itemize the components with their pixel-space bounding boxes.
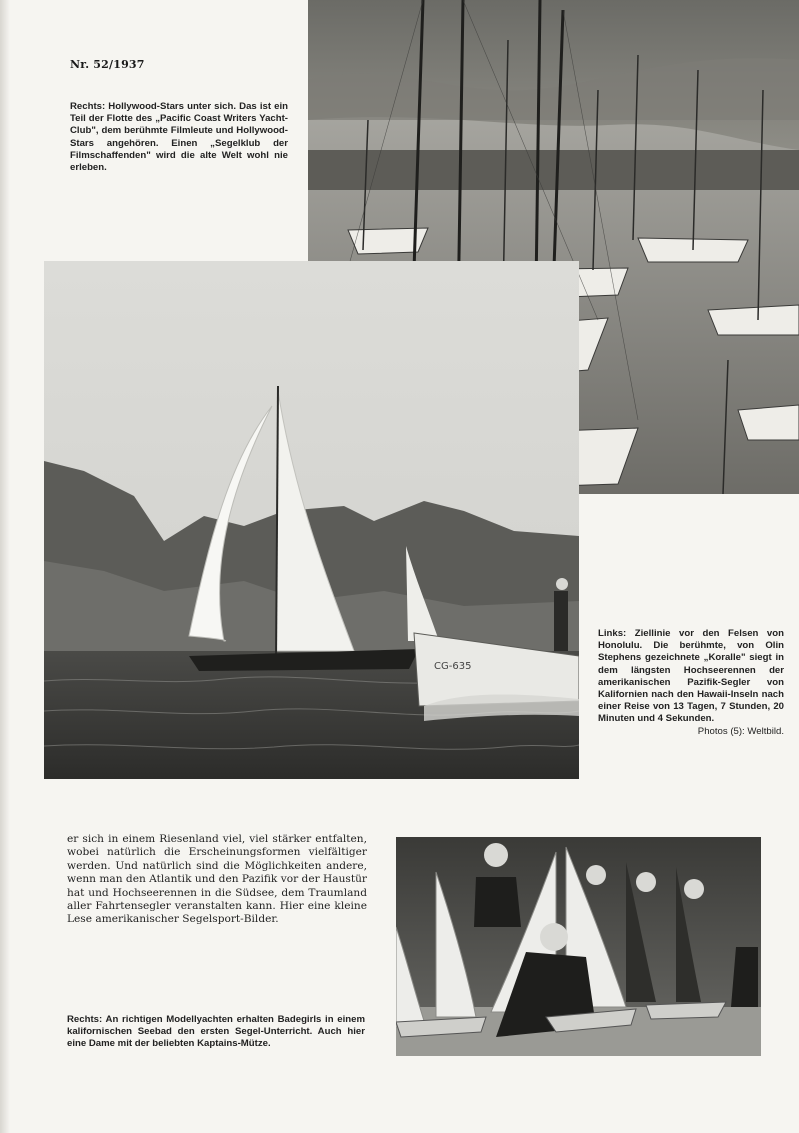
caption-model-yachts-lead: Rechts: bbox=[67, 1014, 103, 1025]
caption-harbor bbox=[70, 101, 288, 174]
photo-credit: Photos (5): Weltbild. bbox=[697, 725, 784, 737]
photo-model-yachts bbox=[396, 837, 761, 1056]
caption-harbor-lead: Rechts: bbox=[70, 101, 106, 112]
model-yachts-illustration bbox=[396, 837, 761, 1056]
hull-marking: CG-635 bbox=[434, 661, 472, 672]
issue-number: Nr. 52/1937 bbox=[70, 58, 145, 71]
caption-honolulu bbox=[598, 628, 784, 738]
article-body-paragraph: er sich in einem Riesenland viel, viel stärker entfalten, wobei natürlich die Erscheinungsformen vielfältiger werden. Und natürlich sind die Möglichkeiten andere, wenn man den Atlantik und den Pazifik vor der Haustür hat und Hochseerennen in die Südsee, dem Traumland aller Fahrtensegler veranstalten kann. Hier eine kleine Lese amerikanischer Segelsport-Bilder. bbox=[67, 833, 367, 926]
caption-model-yachts bbox=[67, 1014, 365, 1051]
page-binding-edge bbox=[0, 0, 10, 1133]
caption-harbor-text: Hollywood-Stars unter sich. Das ist ein Teil der Flotte des „Pacific Coast Writers Yacht-Club", dem berühmte Filmleute und Hollywood-Stars angehören. Einen „Segelklub der Filmschaffenden" wird die alte Welt wohl nie erleben. bbox=[70, 101, 288, 174]
caption-model-yachts-text: An richtigen Modellyachten erhalten Badegirls in einem kalifornischen Seebad den ersten Segel-Unterricht. Auch hier eine Dame mit der beliebten Kaptains-Mütze. bbox=[67, 1014, 365, 1050]
sailing-illustration bbox=[44, 261, 579, 779]
caption-honolulu-text: Ziellinie vor den Felsen von Honolulu. Die berühmte, von Olin Stephens gezeichnete „Koralle" siegt in dem längsten Hochseerennen der amerikanischen Pazifik-Segler von Kalifornien nach den Hawaii-Inseln nach einer Reise von 13 Tagen, 7 Stunden, 20 Minuten und 4 Sekunden. bbox=[598, 628, 784, 725]
photo-honolulu-finish bbox=[44, 261, 579, 779]
caption-honolulu-lead: Links: bbox=[598, 628, 627, 639]
